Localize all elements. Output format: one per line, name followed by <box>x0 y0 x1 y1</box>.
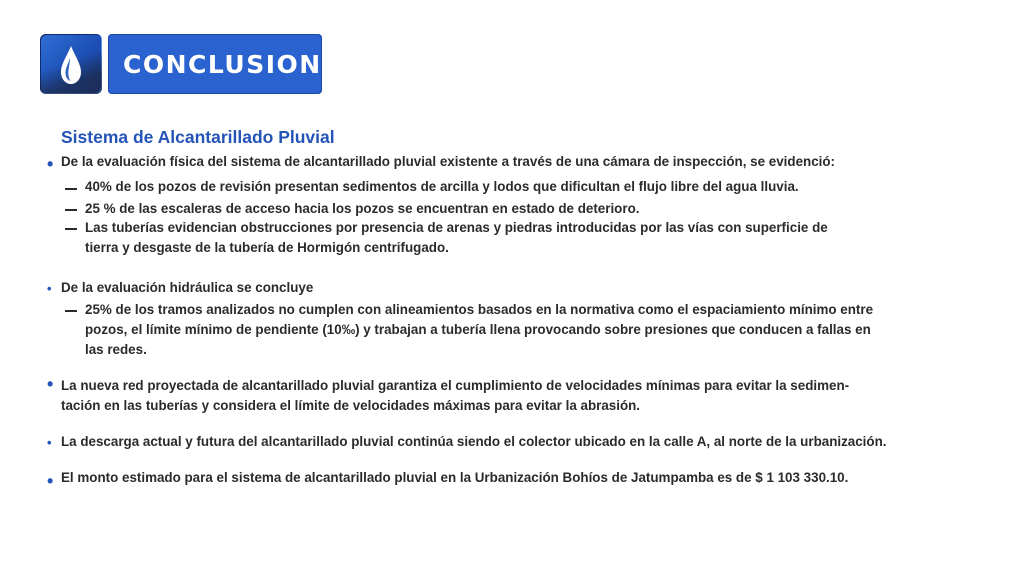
conclusion-3-line-1: La nueva red proyectada de alcantarillado pluvial garantiza el cumplimiento de velocidades mínimas para evitar la sedimen- <box>61 378 850 393</box>
bullet-dot: • <box>47 435 52 450</box>
conclusion-1: De la evaluación física del sistema de alcantarillado pluvial existente a través de una cámara de inspección, se evidenció: <box>61 154 836 169</box>
conclusion-1-item-3-line-2: tierra y desgaste de la tubería de Hormigón centrifugado. <box>85 240 449 255</box>
bullet-dot: • <box>47 281 52 296</box>
sub-bullet-dash <box>65 310 77 312</box>
water-drop-icon <box>40 34 102 94</box>
conclusion-2: De la evaluación hidráulica se concluye <box>61 280 314 295</box>
sub-bullet-dash <box>65 209 77 211</box>
page-title: CONCLUSIONES <box>123 49 360 79</box>
conclusion-2-item-1-line-2: pozos, el límite mínimo de pendiente (10‰) y trabajan a tubería llena provocando sobre presiones que conducen a fallas en <box>85 322 871 337</box>
sub-bullet-dash <box>65 228 77 230</box>
logo <box>40 34 102 94</box>
bullet-dot: • <box>47 471 54 491</box>
conclusion-3-line-2: tación en las tuberías y considera el límite de velocidades máximas para evitar la abrasión. <box>61 398 641 413</box>
conclusion-2-item-1-line-1: 25% de los tramos analizados no cumplen con alineamientos basados en la normativa como el espaciamiento mínimo entre <box>85 302 874 317</box>
bullet-dot: • <box>47 374 54 394</box>
conclusion-2-item-1-line-3: las redes. <box>85 342 147 357</box>
conclusion-1-item-3-line-1: Las tuberías evidencian obstrucciones por presencia de arenas y piedras introducidas por las vías con superficie de <box>85 220 828 235</box>
conclusion-4: La descarga actual y futura del alcantarillado pluvial continúa siendo el colector ubicado en la calle A, al norte de la urbanización. <box>61 434 887 449</box>
conclusion-1-item-1: 40% de los pozos de revisión presentan sedimentos de arcilla y lodos que dificultan el flujo libre del agua lluvia. <box>85 179 799 194</box>
conclusion-5: El monto estimado para el sistema de alcantarillado pluvial en la Urbanización Bohíos de Jatumpamba es de $ 1 103 330.10. <box>61 470 849 485</box>
sub-bullet-dash <box>65 188 77 190</box>
section-heading: Sistema de Alcantarillado Pluvial <box>61 127 335 147</box>
title-banner <box>108 34 360 94</box>
bullet-dot: • <box>47 154 54 174</box>
conclusion-1-item-2: 25 % de las escaleras de acceso hacia los pozos se encuentran en estado de deterioro. <box>85 201 640 216</box>
